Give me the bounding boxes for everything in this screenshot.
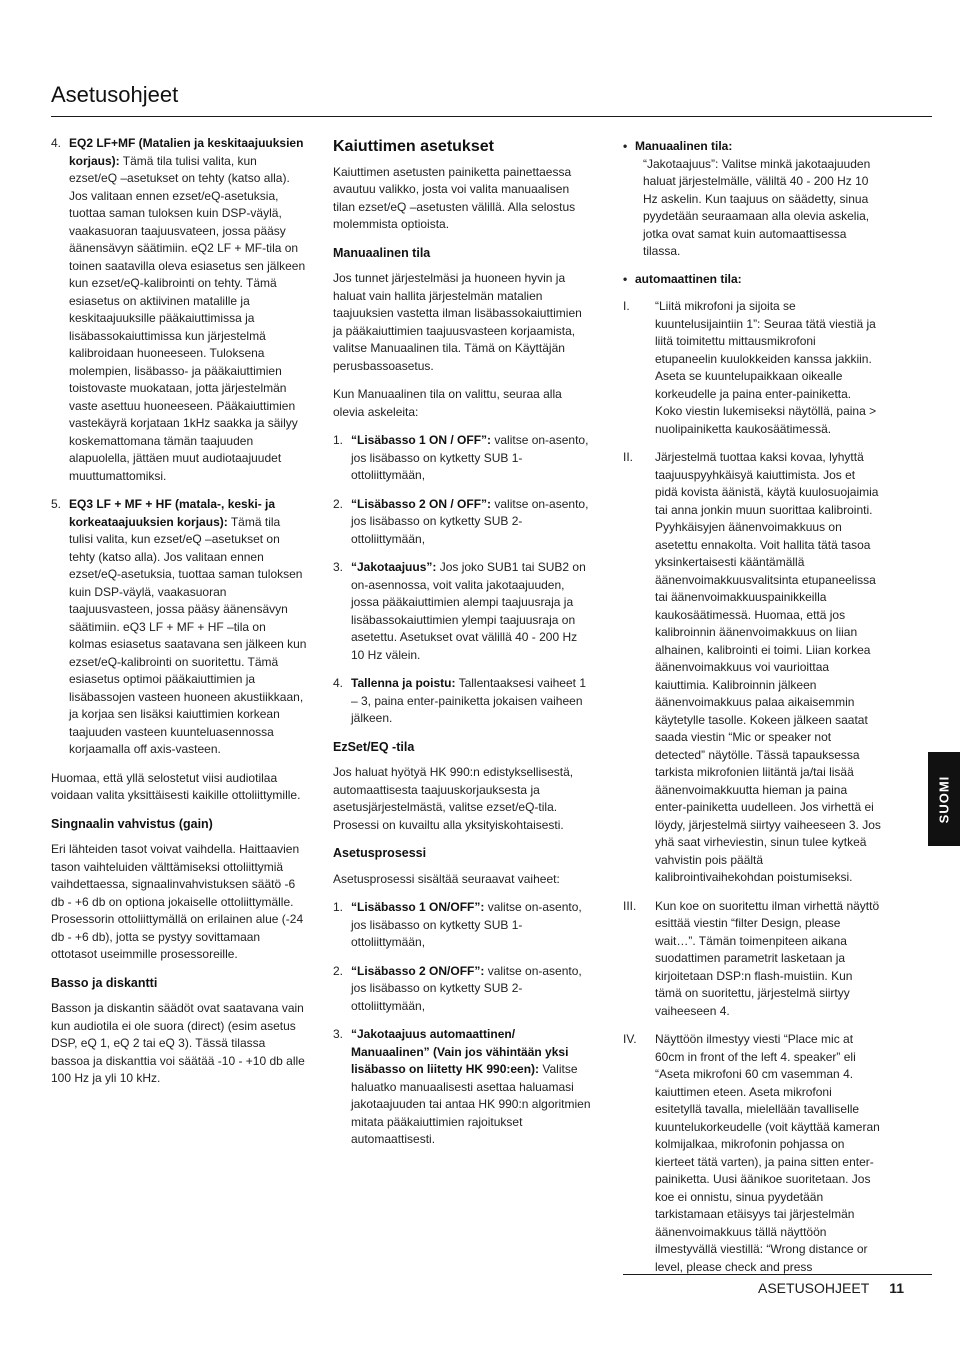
step-number: 1. xyxy=(333,433,344,447)
speaker-settings-intro: Kaiuttimen asetusten painiketta painettaessa avautuu valikko, josta voi valita manuaalisen tilan ezset/eQ –asetusten välillä. Alla selostus molemmista optioista. xyxy=(333,164,576,231)
step-title: “Jakotaajuus”: xyxy=(351,560,437,574)
column-2 xyxy=(333,138,591,1160)
manual-steps-intro: Kun Manuaalinen tila on valittu, seuraa alla olevia askeleita: xyxy=(333,387,562,419)
top-divider xyxy=(51,116,932,117)
item-title: EQ3 LF + MF + HF (matala-, keski- ja korkeataajuuksien korjaus): xyxy=(69,497,276,529)
bass-treble-heading: Basso ja diskantti xyxy=(51,975,158,990)
bullet-icon: • xyxy=(623,271,628,286)
step-number: 2. xyxy=(333,496,344,511)
step-title: Tallenna ja poistu: xyxy=(351,676,456,690)
language-tab xyxy=(928,752,960,846)
process-intro: Asetusprosessi sisältää seuraavat vaiheet: xyxy=(333,871,560,886)
ezset-heading: EzSet/EQ -tila xyxy=(333,739,415,754)
step-text: Valitse haluatko manuaalisesti asettaa haluamasi jakotaajuuden tai antaa HK 990:n algoritmien mitata pääkaiuttimien rajoitukset automaattisesti. xyxy=(351,1062,591,1146)
step-text: valitse on-asento, jos lisäbasso on kytketty SUB 1-ottoliittymään, xyxy=(351,433,589,482)
gain-paragraph: Eri lähteiden tasot voivat vaihdella. Haittaavien tason vaihteluiden välttämiseksi ottoliittymiä vaihdettaessa, signaalinvahvistuksen säätö -6 db - +6 db on optiona jokaiselle ottoliittymälle. Prosessorin ottoliittymällä on erilainen alue (-24 db - +6 db), jotta se pystyy sovittamaan ottotasot useimmille prosessoreille. xyxy=(51,842,304,961)
step-number: IV. xyxy=(623,1032,637,1046)
auto-step-1 xyxy=(623,298,881,438)
step-text: Kun koe on suoritettu ilman virhettä näyttö esittää viestin “filter Design, please wait…”. Tämän toimenpiteen aikana suodattimen parametrit lasketaan ja kirjoitetaan DSP:n flash-muistiin. Kun tämä on suoritettu, järjestelmä siirtyy vaiheeseen 4. xyxy=(655,898,880,1018)
list-item-4 xyxy=(51,135,307,485)
manual-mode-bullet xyxy=(623,138,881,261)
manual-mode-heading: Manuaalinen tila xyxy=(333,245,431,260)
step-number: 3. xyxy=(333,1027,344,1041)
item-text: Tämä tila tulisi valita, kun ezset/eQ –asetukset on tehty (katso alla). Jos valitaan ennen ezset/eQ-asetuksia, tuottaa saman tuloksen kuin DSP-väylä, vaakasuoran taajuusvasteen, jossa pääsy äänensävyn säätimiin. eQ3 LF + MF + HF –tila on kolmas esiasetus saatavana sen jälkeen kun ezset/eQ-kalibrointi on suoritettu. Tämä esiasetus optimoi pääkaiuttimien ja lisäbassojen vasteen huoneen akustiikkaan, ja korjaa sen lisäksi kaiuttimien korkean taajuuden vasteen kuunteluasennossa korjaamalla off axis-vasteen. xyxy=(69,514,307,756)
manual-mode-paragraph: Jos tunnet järjestelmäsi ja huoneen hyvin ja haluat vain hallita järjestelmän matalien taajuuksien vastetta ilman lisäbassokaiuttimien ja pääkaiuttimien taajuusvasteen korjaamista, valitse Manuaalinen tila. Tämä on Käyttäjän perusbassoasetus. xyxy=(333,271,582,373)
ezset-paragraph: Jos haluat hyötyä HK 990:n edistyksellisestä, automaattisesta taajuuskorjauksesta ja asetusjärjestelmästä, valitse ezset/eQ-tila. Prosessi on kuvailtu alla yksityiskohtaisesti. xyxy=(333,765,574,832)
step-number: 1. xyxy=(333,900,344,914)
process-heading: Asetusprosessi xyxy=(333,846,427,860)
step-number: II. xyxy=(623,450,634,464)
column-1 xyxy=(51,135,307,1099)
speaker-settings-heading: Kaiuttimen asetukset xyxy=(333,138,494,155)
manual-step-4 xyxy=(333,675,591,728)
item-text: Tämä tila tulisi valita, kun ezset/eQ –asetukset on tehty (katso alla). Jos valitaan ennen ezset/eQ-asetuksia, tuottaa saman tuloksen kuin DSP-väylä, vaakasuoran taajuusvateen, jossa pääsy äänensävyn säätimiin. eQ2 LF + MF-tila on toinen saatavilla oleva esiasetus sen jälkeen kun ezset/eQ-kalibrointi on tehty. Tämä esiasetus on aktiivinen matalille ja keskitaajuuksille pääkaiuttimissa ja lisäbassokaiuttimissa kun järjestelmä kalibroidaan huoneeseen. Tuloksena molempien, lisäbasso- ja pääkaiuttimien toistovaste muokataan, jotta järjestelmän vaste asettuu huoneeseen. Pääkaiuttimien vastekäyrä korjataan 1kHz saakka ja säilyy koskemattomana tämän taajuuden alapuolella, jättäen muut audiotaajuudet muuttumattomiksi. xyxy=(69,153,306,483)
bass-treble-paragraph: Basson ja diskantin säädöt ovat saatavana vain kun audiotila ei ole suora (direct) (esim asetus DSP, eQ 1, eQ 2 tai eQ 3). Tässä tilassa bassoa ja diskanttia voi säätää -10 - +10 db alle 100 Hz ja yli 10 kHz. xyxy=(51,1001,305,1085)
bullet-title: automaattinen tila: xyxy=(635,271,742,286)
item-number: 5. xyxy=(51,497,62,511)
bullet-title: Manuaalinen tila: xyxy=(635,139,733,153)
step-title: “Lisäbasso 1 ON / OFF”: xyxy=(351,433,492,447)
step-number: III. xyxy=(623,898,637,913)
footer-divider xyxy=(623,1274,932,1275)
auto-step-4 xyxy=(623,1031,881,1276)
step-title: “Lisäbasso 1 ON/OFF”: xyxy=(351,900,485,914)
manual-step-1 xyxy=(333,432,591,485)
step-text: Näyttöön ilmestyy viesti “Place mic at 60cm in front of the left 4. speaker” eli “Aseta mikrofoni 60 cm vasemman 4. kaiuttimen eteen. Aseta mikrofoni esitetyllä tavalla, mielellään tavalliselle kuuntelukorkeudelle (voit käyttää kameran kolmijalkaa, mikrofonin pohjassa on kierteet tätä varten), ja paina sitten enter-painiketta. Uusi äänikoe suoritetaan. Jos koe ei onnistu, sinua pyydetään tarkistamaan etäisyys tai järjestelmän äänenvoimakkuus tällä näyttöön ilmestyvällä viestillä: “Wrong distance or level, please check and press xyxy=(655,1032,880,1274)
step-text: “Liitä mikrofoni ja sijoita se kuuntelusijaintiin 1”: Seuraa tätä viestiä ja liitä toimitettu mittausmikrofoni etupaneelin kuulokkeiden kanssa jakkiin. Aseta se kuuntelupaikkaan oikealle korkeudelle ja paina enter-painiketta. Koko viestin lukemiseksi näytöllä, paina > nuolipainiketta kaukosäätimessä. xyxy=(655,299,877,436)
audio-mode-note: Huomaa, että yllä selostetut viisi audiotilaa voidaan valita yksittäisesti kaikille ottoliittymille. xyxy=(51,770,301,802)
process-step-2 xyxy=(333,963,591,1016)
process-step-3 xyxy=(333,1026,591,1149)
list-item-5 xyxy=(51,496,307,759)
step-text: Järjestelmä tuottaa kaksi kovaa, lyhyttä taajuuspyyhkäisyä kaiuttimista. Jos et pidä kovista äänistä, käytä kuulosuojaimia tai anna jonkin muun suorittaa kalibrointi. Pyyhkäisyjen äänenvoimakkuus on asetettu ennakolta. Voit hallita tätä tasoa yksinkertaisesti kääntämällä äänenvoimakkuusvalitsinta etupaneelissa tai äänenvoimakkuuspainikkeilla kaukosäätimessä. Huomaa, että jos kalibroinnin äänenvoimakkuus on liian alhainen, kalibrointi ei toimi. Liian korkea äänenvoimakkuus voi vaurioittaa kaiuttimia. Kalibroinnin jälkeen äänenvoimakkuus palaa aikaisemmin käytetylle tasolle. Kokeen jälkeen saatat saada viestin “Mic or speaker not detected” näytölle. Tässä tapauksessa tarkista mikrofonien liitäntä ja/tai lisää äänenvoimakkuutta hieman ja paina enter-painiketta uudelleen. Jos virhettä ei löydy, järjestelmä siirtyy vaiheeseen 3. Jos yhä saat virheviestin, sinun tulee kytkeä vahvistin pois päältä kalibrointivaihekohdan poistumiseksi. xyxy=(655,450,881,884)
footer-section-label: ASETUSOHJEET xyxy=(758,1280,870,1296)
page-title: Asetusohjeet xyxy=(51,82,179,107)
bullet-text: “Jakotaajuus”: Valitse minkä jakotaajuuden haluat järjestelmälle, väliltä 40 - 200 Hz 10 Hz askelin. Kun taajuus on säädetty, sinua pyydetään seuraamaan alla olevia askelia, jotka ovat samat kuin automaattisessa tilassa. xyxy=(643,156,871,258)
step-number: 3. xyxy=(333,560,344,574)
step-text: Jos joko SUB1 tai SUB2 on on-asennossa, voit valita jakotaajuuden, jossa pääkaiuttimien alempi taajuusraja ja lisäbassokaiuttimien ylempi taajuusraja on asetettu. Asetukset ovat välillä 40 - 200 Hz 10 Hz välein. xyxy=(351,560,586,662)
auto-step-3 xyxy=(623,898,881,1021)
step-text: valitse on-asento, jos lisäbasso on kytketty SUB 2-ottoliittymään, xyxy=(351,496,589,546)
step-number: 2. xyxy=(333,963,344,978)
language-tab-label: SUOMI xyxy=(936,775,952,823)
step-number: I. xyxy=(623,299,630,313)
step-title: “Lisäbasso 2 ON/OFF”: xyxy=(351,963,485,978)
gain-heading: Singnaalin vahvistus (gain) xyxy=(51,816,213,831)
item-number: 4. xyxy=(51,136,62,150)
step-number: 4. xyxy=(333,676,344,690)
page-number: 11 xyxy=(889,1280,904,1296)
step-text: valitse on-asento, jos lisäbasso on kytketty SUB 1-ottoliittymään, xyxy=(351,900,582,949)
column-3 xyxy=(623,138,881,1287)
step-title: “Lisäbasso 2 ON / OFF”: xyxy=(351,496,492,511)
step-text: Tallentaaksesi vaiheet 1 – 3, paina enter-painiketta jokaisen vaiheen jälkeen. xyxy=(351,676,586,725)
auto-step-2 xyxy=(623,449,881,887)
process-step-1 xyxy=(333,899,591,952)
auto-mode-bullet xyxy=(623,271,881,289)
step-text: valitse on-asento, jos lisäbasso on kytketty SUB 2-ottoliittymään, xyxy=(351,963,582,1013)
manual-step-2 xyxy=(333,496,591,549)
bullet-icon: • xyxy=(623,139,628,153)
manual-step-3 xyxy=(333,559,591,664)
step-title: “Jakotaajuus automaattinen/ Manuaalinen” (Vain jos vähintään yksi lisäbasso on liitetty HK 990:een): xyxy=(351,1027,569,1076)
item-title: EQ2 LF+MF (Matalien ja keskitaajuuksien korjaus): xyxy=(69,136,304,168)
